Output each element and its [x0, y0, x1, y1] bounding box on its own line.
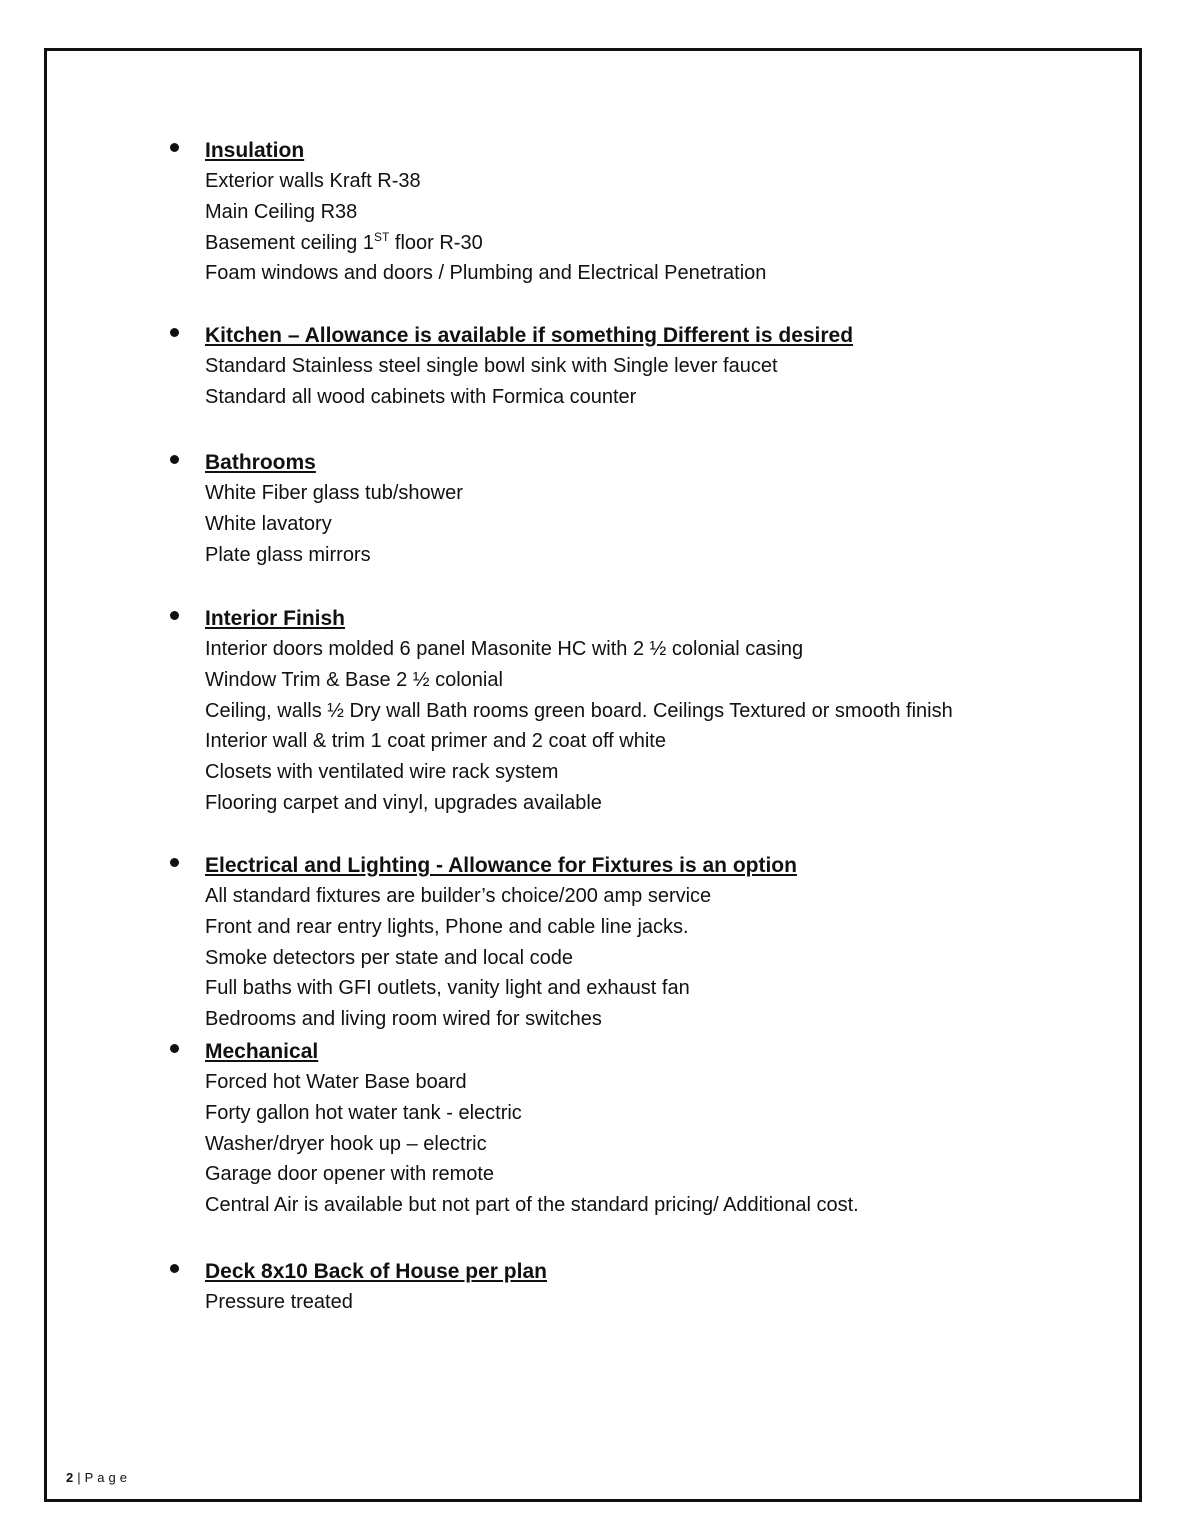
- section-title: Kitchen – Allowance is available if something Different is desired: [205, 324, 854, 347]
- spec-line-text: floor R-30: [389, 231, 483, 254]
- section-lines: [205, 881, 711, 1035]
- section-lines: [205, 1287, 353, 1318]
- spec-line: Front and rear entry lights, Phone and cable line jacks.: [205, 915, 689, 938]
- spec-line: Central Air is available but not part of the standard pricing/ Additional cost.: [205, 1194, 859, 1217]
- spec-line: [205, 228, 766, 259]
- section-title: Deck 8x10 Back of House per plan: [205, 1260, 547, 1283]
- spec-line: Interior wall & trim 1 coat primer and 2 coat off white: [205, 730, 666, 753]
- spec-line: Window Trim & Base 2 ½ colonial: [205, 668, 503, 691]
- spec-line: Plate glass mirrors: [205, 543, 371, 566]
- bullet-icon: [168, 448, 180, 460]
- spec-line: Forty gallon hot water tank - electric: [205, 1101, 522, 1124]
- section-lines: [205, 166, 766, 289]
- spec-line: White Fiber glass tub/shower: [205, 482, 463, 504]
- bullet-icon: [168, 604, 180, 616]
- section-lines: [205, 351, 778, 413]
- section-title: Insulation: [205, 139, 305, 162]
- spec-line: Ceiling, walls ½ Dry wall Bath rooms green board. Ceilings Textured or smooth finish: [205, 699, 953, 722]
- spec-line: Bedrooms and living room wired for switches: [205, 1008, 602, 1031]
- page-number: 2: [66, 1470, 74, 1485]
- spec-line: Washer/dryer hook up – electric: [205, 1132, 487, 1155]
- spec-line-text: Basement ceiling 1: [205, 231, 374, 254]
- spec-line: Flooring carpet and vinyl, upgrades available: [205, 791, 602, 814]
- page-word: Page: [84, 1470, 131, 1485]
- spec-line: Standard all wood cabinets with Formica counter: [205, 385, 637, 408]
- page-footer: [66, 1468, 131, 1488]
- bullet-icon: [168, 851, 180, 863]
- footer-separator: |: [77, 1470, 81, 1485]
- section-lines: [205, 1067, 859, 1221]
- bullet-icon: [168, 321, 180, 333]
- spec-line: Exterior walls Kraft R-38: [205, 170, 421, 192]
- spec-line: Foam windows and doors / Plumbing and Electrical Penetration: [205, 262, 767, 285]
- ordinal-superscript: ST: [373, 229, 390, 244]
- bullet-icon: [168, 1257, 180, 1269]
- spec-line: Closets with ventilated wire rack system: [205, 761, 559, 784]
- spec-line: Main Ceiling R38: [205, 200, 358, 223]
- section-title: Mechanical: [205, 1040, 319, 1063]
- spec-line: All standard fixtures are builder’s choice/200 amp service: [205, 885, 712, 907]
- section-lines: [205, 634, 953, 819]
- section-title: Electrical and Lighting - Allowance for Fixtures is an option: [205, 854, 797, 877]
- section-title: Interior Finish: [205, 607, 346, 630]
- spec-line: Pressure treated: [205, 1291, 353, 1313]
- spec-line: White lavatory: [205, 512, 332, 535]
- spec-line: Smoke detectors per state and local code: [205, 946, 573, 969]
- bullet-icon: [168, 136, 180, 148]
- spec-line: Full baths with GFI outlets, vanity light and exhaust fan: [205, 977, 690, 1000]
- spec-line: Interior doors molded 6 panel Masonite HC with 2 ½ colonial casing: [205, 638, 804, 660]
- spec-line: Garage door opener with remote: [205, 1163, 495, 1186]
- section-lines: [205, 478, 463, 570]
- spec-line: Standard Stainless steel single bowl sink with Single lever faucet: [205, 355, 778, 377]
- bullet-icon: [168, 1037, 180, 1049]
- spec-line: Forced hot Water Base board: [205, 1071, 467, 1093]
- section-title: Bathrooms: [205, 451, 316, 474]
